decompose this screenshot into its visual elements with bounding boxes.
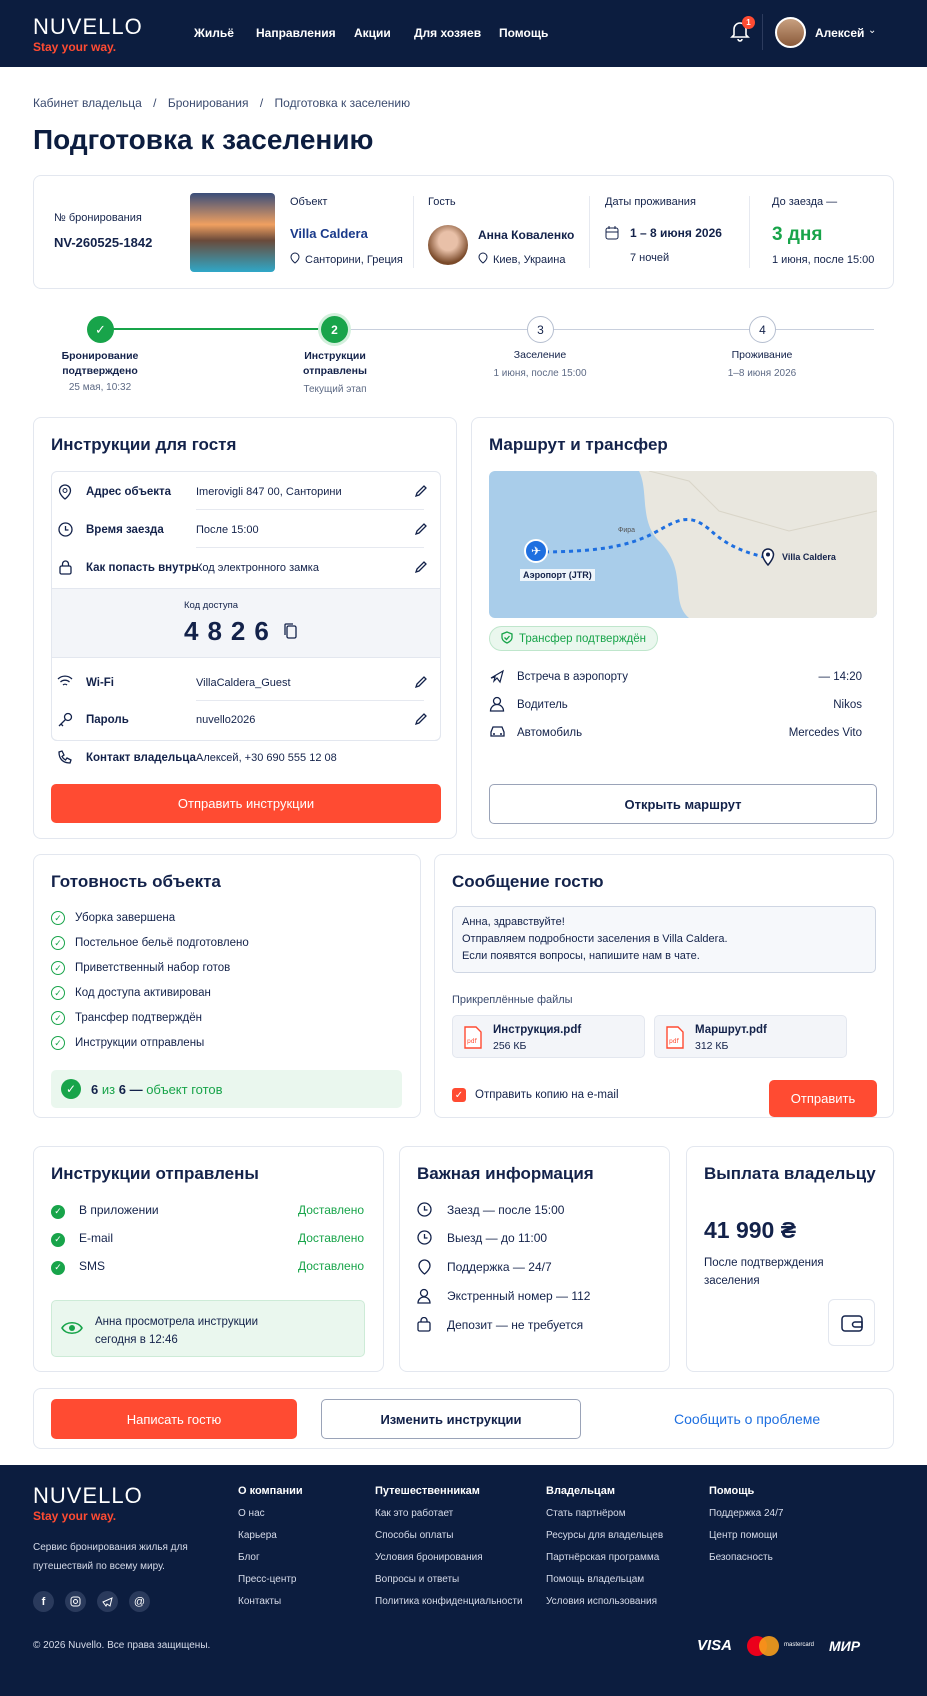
footer-brand-tagline: Stay your way.	[33, 1509, 117, 1523]
nav-item-housing[interactable]: Жильё	[194, 26, 234, 40]
route-title: Маршрут и трансфер	[489, 435, 668, 454]
object-location	[290, 252, 403, 267]
pdf-file-icon	[666, 1026, 684, 1052]
footer-col-travelers	[375, 1485, 523, 1607]
route-map[interactable]	[489, 471, 877, 618]
mastercard-text: mastercard	[784, 1642, 815, 1648]
breadcrumb-item-cabinet[interactable]: Кабинет владельца	[33, 96, 142, 110]
readiness-title: Готовность объекта	[51, 872, 221, 891]
footer-link[interactable]: Условия использования	[546, 1596, 657, 1607]
check-circle-icon: ✓	[51, 961, 65, 975]
brand-logo[interactable]	[33, 14, 143, 54]
access-code-value: 4826	[184, 616, 278, 646]
readiness-item-label: Инструкции отправлены	[75, 1037, 205, 1049]
guest-avatar[interactable]	[428, 225, 468, 265]
footer-link[interactable]: Вопросы и ответы	[375, 1574, 460, 1585]
booking-number: NV-260525-1842	[54, 235, 153, 250]
object-name[interactable]: Villa Caldera	[290, 226, 368, 241]
send-message-button[interactable]: Отправить	[769, 1080, 877, 1117]
location-pin-icon	[58, 484, 72, 503]
owner-contact-value: Алексей, +30 690 555 12 08	[196, 752, 337, 764]
access-code-label: Код доступа	[184, 600, 239, 611]
important-info-card	[399, 1146, 670, 1372]
file-size: 256 КБ	[493, 1040, 527, 1052]
footer-link[interactable]: Партнёрская программа	[546, 1552, 660, 1563]
dates-value: 1 – 8 июня 2026	[630, 226, 722, 240]
address-value: Imerovigli 847 00, Санторини	[196, 486, 342, 498]
car-value: Mercedes Vito	[788, 727, 862, 739]
send-instructions-button[interactable]: Отправить инструкции	[51, 784, 441, 823]
ready-total: 6	[118, 1081, 126, 1097]
divider	[196, 547, 424, 548]
ready-dash: —	[129, 1081, 143, 1097]
footer-col-title: Путешественникам	[375, 1485, 480, 1497]
breadcrumb-separator: /	[259, 96, 264, 110]
shield-check-icon	[501, 631, 513, 647]
step-3-title: Заселение	[513, 349, 567, 361]
file-name: Маршрут.pdf	[695, 1024, 767, 1036]
readiness-item-label: Код доступа активирован	[75, 987, 211, 999]
step-4-sub: 1–8 июня 2026	[727, 368, 797, 379]
step-3-circle: 3	[527, 316, 554, 343]
breadcrumb-item-current: Подготовка к заселению	[274, 96, 411, 110]
mir-logo: МИР	[829, 1638, 861, 1654]
user-name[interactable]: Алексей	[815, 26, 865, 40]
airport-map-label: Аэропорт (JTR)	[520, 569, 595, 581]
notification-badge: 1	[742, 16, 755, 29]
villa-map-label: Villa Caldera	[782, 552, 836, 562]
threads-icon[interactable]: @	[129, 1591, 150, 1612]
readiness-item	[51, 986, 249, 1000]
info-item: Депозит — не требуется	[447, 1318, 584, 1332]
open-route-button[interactable]: Открыть маршрут	[489, 784, 877, 824]
instructions-card	[33, 417, 457, 839]
payout-title: Выплата владельцу	[704, 1164, 876, 1183]
edit-pencil-icon[interactable]	[414, 522, 428, 539]
viewed-notice	[51, 1300, 365, 1357]
edit-pencil-icon[interactable]	[414, 675, 428, 692]
object-location-text: Санторини, Греция	[305, 253, 403, 266]
copy-icon[interactable]	[284, 623, 298, 642]
step-1-sub: 25 мая, 10:32	[68, 382, 132, 393]
info-item: Экстренный номер — 112	[447, 1289, 591, 1303]
copyright: © 2026 Nuvello. Все права защищены.	[33, 1640, 211, 1651]
user-avatar[interactable]	[775, 17, 806, 48]
readiness-card	[33, 854, 421, 1118]
divider	[196, 700, 424, 701]
password-label: Пароль	[86, 714, 129, 726]
check-circle-icon: ✓	[51, 936, 65, 950]
channel-name: SMS	[79, 1259, 106, 1273]
nav-item-hosts[interactable]: Для хозяев	[414, 26, 482, 40]
check-circle-icon: ✓	[51, 1011, 65, 1025]
mastercard-logo	[747, 1636, 779, 1656]
footer	[0, 1465, 927, 1696]
nav-item-directions[interactable]: Направления	[256, 26, 336, 40]
edit-pencil-icon[interactable]	[414, 560, 428, 577]
eye-icon	[61, 1320, 83, 1339]
instructions-box-bottom	[51, 663, 441, 741]
transfer-confirmed-text: Трансфер подтверждён	[519, 632, 646, 645]
step-1-circle: ✓	[87, 316, 114, 343]
footer-link[interactable]: Ресурсы для владельцев	[546, 1530, 664, 1541]
divider	[589, 196, 590, 268]
guest-message-card	[434, 854, 894, 1118]
breadcrumb	[33, 96, 410, 110]
guest-name: Анна Коваленко	[478, 228, 575, 242]
dates-label: Даты проживания	[605, 196, 696, 208]
message-title: Сообщение гостю	[452, 872, 604, 891]
footer-link[interactable]: Условия бронирования	[375, 1552, 483, 1563]
breadcrumb-item-bookings[interactable]: Бронирования	[167, 96, 249, 110]
readiness-item-label: Приветственный набор готов	[75, 962, 231, 974]
email-copy-checkbox[interactable]: ✓	[452, 1088, 466, 1102]
airport-meeting-label: Встреча в аэропорту	[517, 671, 628, 683]
brand-tagline: Stay your way.	[33, 40, 117, 54]
nav-item-deals[interactable]: Акции	[354, 26, 391, 40]
progress-line-done	[101, 328, 334, 330]
footer-link[interactable]: Пресс‑центр	[238, 1574, 297, 1585]
key-icon	[57, 712, 73, 730]
footer-link[interactable]: Карьера	[238, 1530, 277, 1541]
pdf-file-icon	[464, 1026, 482, 1052]
message-line: Отправляем подробности заселения в Villa Caldera.	[462, 933, 728, 945]
action-bar	[33, 1388, 894, 1449]
booking-number-label: № бронирования	[54, 212, 142, 224]
telegram-icon[interactable]	[97, 1591, 118, 1612]
wifi-value: VillaCaldera_Guest	[196, 677, 291, 689]
days-until-value: 3 дня	[772, 224, 823, 245]
wallet-icon[interactable]	[828, 1299, 875, 1346]
header-divider	[762, 14, 763, 50]
file-name: Инструкция.pdf	[493, 1024, 582, 1036]
readiness-summary	[51, 1070, 402, 1108]
payout-card	[686, 1146, 894, 1372]
step-4-title: Проживание	[731, 349, 793, 361]
access-label: Как попасть внутрь	[86, 562, 199, 574]
attached-file[interactable]	[654, 1015, 847, 1058]
readiness-item	[51, 961, 249, 975]
footer-col-title: О компании	[238, 1485, 303, 1497]
readiness-item	[51, 936, 249, 950]
footer-link[interactable]: Помощь владельцам	[546, 1574, 645, 1585]
footer-link[interactable]: Стать партнёром	[546, 1508, 626, 1519]
footer-link[interactable]: Политика конфиденциальности	[375, 1596, 523, 1607]
divider	[196, 509, 424, 510]
footer-logo[interactable]	[33, 1483, 143, 1523]
top-header	[0, 0, 927, 67]
step-3-sub: 1 июня, после 15:00	[493, 368, 587, 379]
wifi-icon	[57, 674, 73, 691]
readiness-item-label: Уборка завершена	[75, 912, 176, 924]
breadcrumb-separator: /	[153, 96, 157, 110]
step-4-circle: 4	[749, 316, 776, 343]
footer-brand-name: NUVELLO	[33, 1483, 143, 1508]
facebook-icon[interactable]: f	[33, 1591, 54, 1612]
access-value: Код электронного замка	[196, 562, 319, 574]
chevron-down-icon[interactable]: ⌄	[868, 25, 877, 36]
ready-status: объект готов	[146, 1081, 223, 1097]
car-label: Автомобиль	[517, 727, 583, 739]
airport-plane-icon[interactable]: ✈	[524, 539, 548, 563]
step-2-sub: Текущий этап	[303, 384, 367, 395]
info-item: Выезд — до 11:00	[447, 1231, 548, 1245]
checkin-time-label: Время заезда	[86, 524, 164, 536]
check-circle-icon: ✓	[51, 986, 65, 1000]
divider	[413, 196, 414, 268]
step-1-title: Бронирование подтверждено	[61, 350, 139, 377]
info-item: Поддержка — 24/7	[447, 1260, 552, 1274]
support-pin-icon	[417, 1259, 432, 1278]
social-links	[33, 1591, 150, 1612]
calendar-icon	[605, 226, 619, 243]
page-title: Подготовка к заселению	[33, 124, 374, 155]
attached-file[interactable]	[452, 1015, 645, 1058]
checkin-time-value: После 15:00	[196, 524, 259, 536]
footer-link[interactable]: Контакты	[238, 1596, 282, 1607]
brand-name: NUVELLO	[33, 14, 143, 39]
step-2-circle: 2	[321, 316, 348, 343]
footer-col-owners	[546, 1485, 663, 1607]
important-title: Важная информация	[417, 1164, 594, 1183]
guest-location-text: Киев, Украина	[493, 253, 566, 266]
footer-col-title: Помощь	[709, 1485, 755, 1497]
clock-icon	[417, 1202, 432, 1220]
guest-location	[478, 252, 566, 267]
file-size: 312 КБ	[695, 1040, 729, 1052]
footer-col-title: Владельцам	[546, 1485, 616, 1497]
footer-link[interactable]: О нас	[238, 1508, 265, 1519]
checkin-time: 1 июня, после 15:00	[772, 254, 875, 266]
booking-summary-card	[33, 175, 894, 289]
airport-meeting-value: — 14:20	[818, 671, 862, 683]
readiness-item	[51, 1011, 249, 1025]
channel-status: Доставлено	[297, 1231, 364, 1245]
instructions-title: Инструкции для гостя	[51, 435, 237, 454]
map-town-label: Фира	[618, 527, 636, 534]
payout-amount: 41 990 ₴	[704, 1217, 797, 1243]
person-icon	[417, 1288, 433, 1307]
edit-instructions-button[interactable]: Изменить инструкции	[321, 1399, 581, 1439]
check-circle-filled-icon: ✓	[51, 1203, 66, 1219]
password-value: nuvello2026	[196, 714, 256, 726]
lock-icon	[59, 560, 72, 578]
footer-link[interactable]: Блог	[238, 1552, 260, 1563]
channel-status: Доставлено	[297, 1259, 364, 1273]
footer-link[interactable]: Как это работает	[375, 1508, 454, 1519]
visa-logo: VISA	[697, 1637, 733, 1654]
car-icon	[489, 724, 506, 741]
phone-icon	[57, 750, 72, 768]
driver-label: Водитель	[517, 699, 568, 711]
readiness-item-label: Трансфер подтверждён	[75, 1012, 202, 1024]
check-circle-filled-icon: ✓	[51, 1259, 66, 1275]
owner-contact-label: Контакт владельца	[86, 752, 196, 764]
instructions-sent-card	[33, 1146, 384, 1372]
email-copy-label: Отправить копию на e‑mail	[475, 1089, 619, 1101]
clock-icon	[417, 1230, 432, 1248]
readiness-list	[51, 911, 249, 1050]
check-circle-filled-icon: ✓	[61, 1079, 81, 1099]
transfer-confirmed-badge	[489, 626, 658, 651]
villa-pin-icon[interactable]	[761, 548, 775, 569]
svg-text:pdf: pdf	[669, 1038, 679, 1045]
nights-count: 7 ночей	[630, 252, 670, 264]
nav-item-help[interactable]: Помощь	[499, 26, 549, 40]
until-label: До заезда —	[772, 196, 838, 208]
channel-status: Доставлено	[297, 1203, 364, 1217]
progress-line-pending	[334, 329, 874, 330]
edit-pencil-icon[interactable]	[414, 712, 428, 729]
deposit-lock-icon	[417, 1317, 431, 1335]
divider	[749, 196, 750, 268]
address-label: Адрес объекта	[86, 486, 172, 498]
object-label: Объект	[290, 196, 328, 208]
channel-name: E‑mail	[79, 1231, 114, 1245]
svg-text:pdf: pdf	[467, 1038, 477, 1045]
readiness-item	[51, 1036, 249, 1050]
ready-of: из	[101, 1081, 116, 1097]
check-circle-filled-icon: ✓	[51, 1231, 66, 1247]
driver-icon	[489, 696, 505, 715]
sent-title: Инструкции отправлены	[51, 1164, 259, 1183]
viewed-text: Анна просмотрела инструкции сегодня в 12:46	[95, 1316, 259, 1346]
ready-count: 6	[91, 1081, 99, 1097]
footer-col-help	[709, 1485, 783, 1563]
driver-value: Nikos	[833, 699, 862, 711]
location-pin-icon	[290, 252, 300, 267]
message-line: Анна, здравствуйте!	[462, 916, 565, 928]
write-guest-button[interactable]: Написать гостю	[51, 1399, 297, 1439]
check-circle-icon: ✓	[51, 1036, 65, 1050]
footer-link[interactable]: Способы оплаты	[375, 1530, 454, 1541]
footer-col-company	[238, 1485, 303, 1607]
payout-note: После подтверждения заселения	[704, 1257, 824, 1287]
step-2-title: Инструкции отправлены	[303, 350, 367, 377]
plane-icon	[489, 668, 505, 687]
clock-icon	[58, 522, 73, 540]
route-card	[471, 417, 894, 839]
message-textarea[interactable]	[452, 906, 876, 973]
instagram-icon[interactable]	[65, 1591, 86, 1612]
channel-name: В приложении	[79, 1203, 159, 1217]
message-line: Если появятся вопросы, напишите нам в чате.	[462, 950, 700, 962]
footer-link[interactable]: Центр помощи	[709, 1530, 778, 1541]
wifi-label: Wi‑Fi	[86, 677, 114, 689]
info-item: Заезд — после 15:00	[447, 1203, 565, 1217]
readiness-item-label: Постельное бельё подготовлено	[75, 937, 249, 949]
readiness-item	[51, 911, 249, 925]
footer-link[interactable]: Поддержка 24/7	[709, 1508, 784, 1519]
report-problem-link[interactable]: Сообщить о проблеме	[674, 1411, 821, 1427]
villa-photo[interactable]	[190, 193, 275, 272]
attached-files-label: Прикреплённые файлы	[452, 994, 573, 1006]
location-pin-icon	[478, 252, 488, 267]
guest-label: Гость	[428, 196, 456, 208]
footer-description: Сервис бронирования жилья для путешествий по всему миру.	[33, 1542, 188, 1572]
edit-pencil-icon[interactable]	[414, 484, 428, 501]
footer-link[interactable]: Безопасность	[709, 1552, 773, 1563]
check-circle-icon: ✓	[51, 911, 65, 925]
